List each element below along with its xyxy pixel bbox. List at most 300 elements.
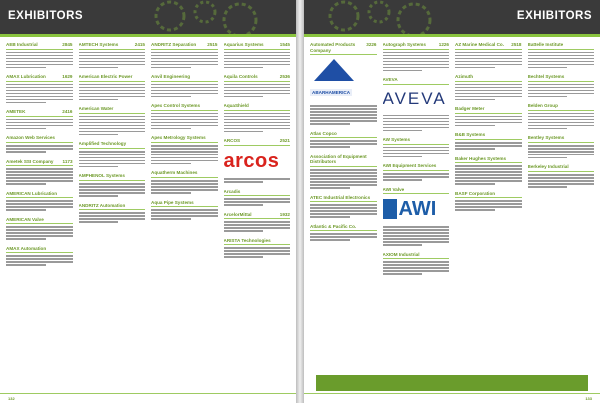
exhibitor-column	[383, 42, 450, 369]
exhibitor-name: Badger Meter	[455, 106, 485, 112]
text-line	[224, 253, 291, 255]
exhibitor-entry	[6, 159, 73, 185]
booth-number: 3226	[366, 42, 377, 47]
exhibitor-name: Amazon Web Services	[6, 135, 55, 141]
text-line	[151, 189, 218, 191]
text-line	[79, 151, 146, 153]
page-number: 133	[585, 396, 592, 401]
exhibitor-column	[455, 42, 522, 369]
exhibitor-description	[224, 178, 291, 183]
text-line	[224, 178, 291, 180]
exhibitor-description	[224, 221, 291, 232]
exhibitor-description	[6, 84, 73, 104]
exhibitor-name: AMAX Lubrication	[6, 74, 46, 80]
exhibitor-entry	[528, 74, 595, 97]
text-line	[79, 160, 146, 162]
text-line	[79, 186, 146, 188]
awi-logo	[383, 198, 450, 220]
text-line	[455, 180, 522, 182]
exhibitor-name: AMETEK	[6, 109, 26, 115]
accent-bar	[0, 34, 296, 37]
text-line	[151, 113, 218, 115]
exhibitor-description	[79, 84, 146, 101]
exhibitor-description	[310, 140, 377, 148]
text-line	[528, 157, 568, 159]
exhibitor-name: AMTECH Systems	[78, 42, 119, 47]
exhibitor-description	[310, 233, 377, 241]
exhibitor-name: Aquatherm Machines	[151, 170, 198, 176]
exhibitor-name: ANDRITZ Separation	[151, 42, 197, 47]
text-line	[383, 67, 450, 69]
text-line	[310, 178, 377, 180]
exhibitor-column	[310, 42, 377, 369]
booth-number: 2416	[62, 109, 73, 115]
exhibitor-heading	[151, 135, 218, 143]
exhibitor-entry	[151, 135, 218, 164]
exhibitor-entry	[151, 170, 218, 193]
exhibitor-heading	[6, 217, 73, 225]
booth-number: 2415	[134, 42, 145, 47]
exhibitor-entry	[224, 212, 291, 232]
exhibitor-entry	[383, 252, 450, 275]
text-line	[151, 163, 191, 165]
exhibitor-name: BASF Corporation	[455, 190, 496, 196]
text-line	[224, 181, 264, 183]
exhibitor-description	[151, 113, 218, 130]
exhibitor-description	[310, 105, 377, 125]
text-line	[224, 201, 291, 203]
text-line	[224, 122, 291, 124]
exhibitor-name: Bechtel Systems	[527, 74, 565, 80]
text-line	[310, 114, 377, 116]
exhibitor-entry	[6, 246, 73, 266]
exhibitor-name: Atlantic & Pacific Co.	[310, 223, 357, 229]
exhibitor-heading	[383, 77, 450, 85]
exhibitor-name: ArcelorMittal	[223, 211, 252, 217]
text-line	[455, 96, 522, 98]
exhibitor-description	[151, 209, 218, 220]
text-line	[79, 93, 146, 95]
text-line	[455, 142, 522, 144]
text-line	[310, 146, 350, 148]
text-line	[151, 96, 191, 98]
exhibitor-heading	[224, 212, 291, 220]
text-line	[151, 160, 218, 162]
exhibitor-name: Apex Metrology Systems	[151, 135, 206, 141]
booth-number: 1226	[438, 42, 449, 47]
exhibitor-heading	[455, 132, 522, 140]
text-line	[6, 206, 73, 208]
exhibitor-entry	[151, 74, 218, 97]
text-line	[224, 250, 291, 252]
exhibitor-entry	[455, 156, 522, 185]
text-line	[79, 183, 146, 185]
exhibitor-heading	[224, 74, 291, 82]
text-line	[455, 206, 522, 208]
text-line	[383, 241, 450, 243]
text-line	[224, 227, 291, 229]
text-line	[224, 204, 264, 206]
text-line	[6, 255, 73, 257]
text-line	[6, 183, 46, 185]
exhibitor-name: AMAX Automation	[6, 245, 47, 251]
text-line	[310, 143, 377, 145]
text-line	[455, 119, 522, 121]
text-line	[455, 148, 495, 150]
exhibitor-heading	[528, 74, 595, 82]
text-line	[6, 203, 73, 205]
exhibitor-heading	[383, 252, 450, 260]
exhibitor-entry	[528, 164, 595, 187]
exhibitor-description	[383, 173, 450, 181]
exhibitor-entry	[224, 74, 291, 97]
exhibitor-entry	[6, 74, 73, 103]
text-line	[151, 148, 218, 150]
exhibitor-entry	[528, 103, 595, 129]
text-line	[310, 108, 377, 110]
text-line	[383, 124, 450, 126]
text-line	[310, 187, 350, 189]
exhibitor-heading	[224, 103, 291, 111]
booth-number: 1545	[279, 42, 290, 47]
text-line	[79, 67, 119, 69]
exhibitor-entry	[455, 42, 522, 68]
text-line	[528, 93, 595, 95]
exhibitor-description	[224, 84, 291, 98]
aveva-logo: AVEVA	[382, 88, 447, 108]
text-line	[455, 58, 522, 60]
exhibitor-name: Amplified Technology	[78, 141, 127, 147]
exhibitor-description	[528, 145, 595, 159]
text-line	[224, 125, 291, 127]
text-line	[310, 120, 377, 122]
exhibitor-name: AVEVA	[382, 77, 398, 83]
text-line	[79, 189, 146, 191]
exhibitor-heading	[528, 42, 595, 50]
text-line	[310, 123, 350, 125]
text-line	[310, 169, 377, 171]
exhibitor-description	[151, 52, 218, 69]
exhibitor-entry	[224, 189, 291, 206]
text-line	[383, 127, 450, 129]
exhibitor-name: AZ Marine Medical Co.	[455, 42, 505, 47]
text-line	[224, 55, 291, 57]
exhibitor-heading	[455, 156, 522, 164]
text-line	[528, 125, 595, 127]
exhibitor-name: AMERICAN Lubrication	[6, 190, 58, 196]
text-line	[455, 64, 522, 66]
text-line	[6, 229, 73, 231]
exhibitor-heading	[528, 103, 595, 111]
text-line	[383, 52, 450, 54]
text-line	[151, 93, 218, 95]
text-line	[383, 226, 450, 228]
exhibitor-name: Association of Equipment Distributors	[310, 153, 367, 165]
text-line	[310, 204, 377, 206]
text-line	[79, 157, 146, 159]
arcos-logo: arcos	[223, 149, 280, 172]
text-line	[6, 61, 73, 63]
text-line	[6, 52, 73, 54]
text-line	[310, 239, 350, 241]
text-line	[455, 203, 522, 205]
text-line	[383, 235, 450, 237]
text-line	[151, 116, 218, 118]
text-line	[224, 84, 291, 86]
text-line	[151, 183, 218, 185]
text-line	[79, 154, 146, 156]
text-line	[528, 186, 568, 188]
abarhamerica-logo-text: ABARHAMERICA	[312, 90, 351, 96]
text-line	[6, 232, 73, 234]
text-line	[528, 113, 595, 115]
exhibitor-entry	[224, 138, 291, 182]
text-line	[528, 116, 595, 118]
exhibitor-heading	[383, 42, 450, 50]
text-line	[528, 87, 595, 89]
text-line	[528, 96, 568, 98]
text-line	[455, 145, 522, 147]
text-line	[455, 99, 495, 101]
text-line	[6, 119, 73, 121]
exhibitor-name: ARCOS	[223, 138, 241, 144]
exhibitor-heading	[151, 200, 218, 208]
text-line	[383, 153, 450, 155]
exhibitor-heading	[6, 246, 73, 254]
text-line	[528, 183, 595, 185]
text-line	[6, 145, 73, 147]
text-line	[224, 67, 264, 69]
text-line	[383, 264, 450, 266]
text-line	[79, 90, 146, 92]
gear-decoration-icon	[324, 0, 444, 34]
text-line	[310, 111, 377, 113]
exhibitor-description	[6, 119, 73, 130]
exhibitor-name: Belden Group	[527, 103, 558, 109]
text-line	[383, 232, 450, 234]
section-title: EXHIBITORS	[516, 10, 592, 22]
exhibitor-heading	[79, 106, 146, 114]
abarhamerica-logo	[310, 59, 377, 99]
exhibitor-description	[455, 116, 522, 127]
text-line	[383, 176, 450, 178]
text-line	[224, 230, 264, 232]
text-line	[310, 233, 377, 235]
right-page-footer	[304, 393, 600, 403]
text-line	[6, 151, 46, 153]
text-line	[79, 166, 119, 168]
text-line	[310, 236, 377, 238]
exhibitor-description	[6, 168, 73, 185]
exhibitor-name: ANDRITZ Automation	[78, 202, 126, 208]
text-line	[528, 154, 595, 156]
text-line	[6, 200, 73, 202]
exhibitor-heading	[151, 42, 218, 50]
text-line	[151, 128, 191, 130]
exhibitor-entry	[383, 163, 450, 180]
text-line	[383, 150, 450, 152]
exhibitor-name: ATEC Industrial Electronics	[310, 194, 371, 200]
text-line	[528, 151, 595, 153]
text-line	[151, 52, 218, 54]
exhibitor-name: Arcadis	[223, 188, 241, 194]
exhibitor-entry	[79, 106, 146, 135]
page-number: 132	[8, 396, 15, 401]
text-line	[6, 128, 46, 130]
text-line	[455, 93, 522, 95]
text-line	[151, 145, 218, 147]
text-line	[151, 192, 191, 194]
text-line	[455, 183, 495, 185]
exhibitor-entry	[151, 103, 218, 129]
exhibitor-entry	[79, 203, 146, 223]
text-line	[79, 134, 119, 136]
exhibitor-description	[455, 84, 522, 101]
text-line	[310, 105, 377, 107]
exhibitor-heading	[310, 154, 377, 167]
exhibitor-entry	[224, 238, 291, 258]
text-line	[383, 261, 450, 263]
exhibitor-heading	[528, 135, 595, 143]
exhibitor-description	[383, 52, 450, 72]
exhibitor-name: Berkeley Industrial	[527, 164, 569, 170]
exhibitor-description	[6, 145, 73, 153]
text-line	[6, 174, 73, 176]
text-line	[6, 238, 46, 240]
exhibitor-description	[79, 116, 146, 136]
exhibitor-entry	[224, 42, 291, 68]
booth-number: 1932	[279, 211, 290, 217]
exhibitor-heading	[151, 74, 218, 82]
text-line	[310, 207, 377, 209]
text-line	[151, 61, 218, 63]
exhibitor-column	[6, 42, 73, 389]
text-line	[224, 52, 291, 54]
text-line	[224, 128, 291, 130]
exhibitor-name: AMPHENOL Systems	[78, 173, 125, 179]
exhibitor-description	[6, 226, 73, 240]
right-page	[304, 0, 600, 403]
exhibitor-description	[224, 247, 291, 258]
exhibitor-description	[79, 212, 146, 223]
text-line	[151, 180, 218, 182]
exhibitor-name: American Electric Power	[78, 74, 133, 80]
text-line	[224, 96, 264, 98]
text-line	[224, 116, 291, 118]
text-line	[6, 90, 73, 92]
exhibitor-name: Battelle Institute	[527, 42, 564, 47]
booth-number: 2521	[279, 138, 290, 144]
exhibitor-columns	[310, 42, 594, 369]
exhibitor-description	[6, 200, 73, 211]
text-line	[224, 131, 264, 133]
exhibitor-description	[224, 52, 291, 69]
exhibitor-heading	[6, 159, 73, 167]
text-line	[455, 174, 522, 176]
text-line	[6, 261, 73, 263]
exhibitor-description	[79, 183, 146, 197]
exhibitor-entry	[383, 137, 450, 157]
text-line	[79, 64, 146, 66]
left-page	[0, 0, 296, 403]
exhibitor-name: AWI Equipment Services	[382, 163, 437, 169]
exhibitor-entry	[6, 191, 73, 211]
text-line	[528, 180, 595, 182]
exhibitor-heading	[6, 42, 73, 50]
text-line	[224, 64, 291, 66]
exhibitor-description	[528, 52, 595, 69]
gear-decoration-icon	[150, 0, 270, 34]
text-line	[383, 238, 450, 240]
text-line	[6, 264, 46, 266]
text-line	[383, 173, 450, 175]
exhibitor-heading	[455, 106, 522, 114]
text-line	[383, 229, 450, 231]
exhibitor-entry	[310, 154, 377, 189]
text-line	[310, 216, 350, 218]
text-line	[79, 131, 146, 133]
text-line	[151, 55, 218, 57]
text-line	[528, 84, 595, 86]
exhibitor-heading	[6, 109, 73, 117]
text-line	[6, 180, 73, 182]
text-line	[383, 156, 423, 158]
text-line	[455, 116, 522, 118]
text-line	[79, 128, 146, 130]
exhibitor-heading	[310, 224, 377, 232]
exhibitor-heading	[310, 42, 377, 55]
spread-gutter	[296, 0, 304, 403]
exhibitor-heading	[455, 74, 522, 82]
exhibitor-heading	[151, 103, 218, 111]
exhibitor-description	[455, 200, 522, 211]
exhibitor-name: Ametek SSI Company	[6, 158, 54, 164]
exhibitor-description	[224, 198, 291, 206]
text-line	[151, 157, 218, 159]
text-line	[151, 58, 218, 60]
exhibitor-entry	[151, 42, 218, 68]
text-line	[455, 61, 522, 63]
exhibitor-column	[79, 42, 146, 389]
exhibitor-heading	[383, 163, 450, 171]
text-line	[310, 172, 377, 174]
text-line	[528, 61, 595, 63]
exhibitor-heading	[79, 203, 146, 211]
exhibitor-entry	[455, 132, 522, 149]
exhibitor-heading	[151, 170, 218, 178]
text-line	[383, 115, 450, 117]
exhibitor-entry	[455, 74, 522, 100]
exhibitor-entry	[310, 131, 377, 148]
text-line	[528, 52, 595, 54]
exhibitor-description	[455, 165, 522, 185]
text-line	[224, 61, 291, 63]
text-line	[6, 168, 73, 170]
text-line	[151, 84, 218, 86]
text-line	[224, 119, 291, 121]
text-line	[224, 93, 291, 95]
exhibitor-heading	[310, 131, 377, 139]
exhibitor-description	[224, 113, 291, 133]
text-line	[6, 67, 46, 69]
exhibitor-entry	[383, 187, 450, 246]
text-line	[6, 258, 73, 260]
text-line	[310, 140, 377, 142]
text-line	[224, 90, 291, 92]
text-line	[151, 209, 218, 211]
section-title: EXHIBITORS	[8, 10, 84, 22]
text-line	[383, 121, 450, 123]
